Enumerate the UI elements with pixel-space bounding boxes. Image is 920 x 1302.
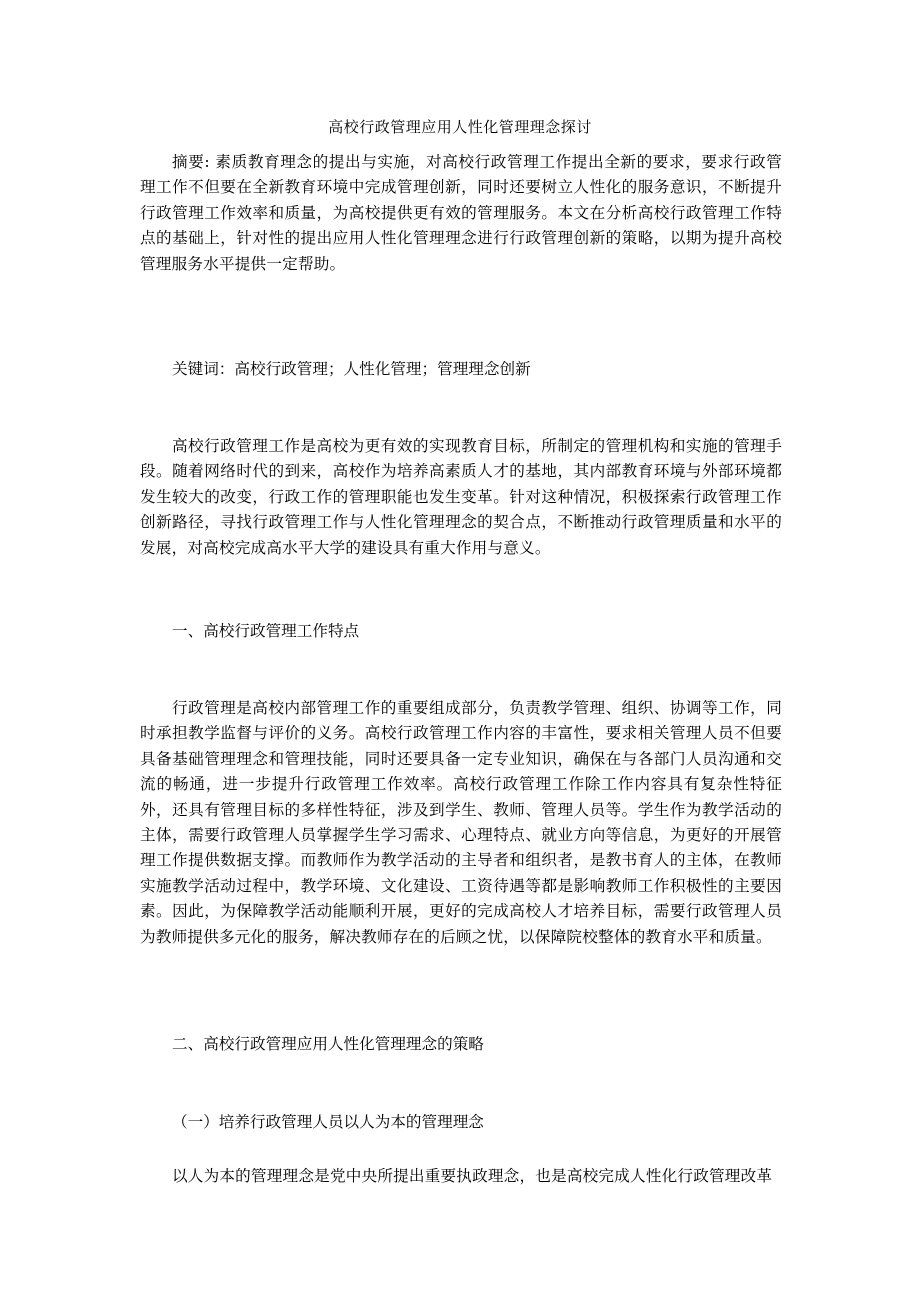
intro-paragraph: 高校行政管理工作是高校为更有效的实现教育目标，所制定的管理机构和实施的管理手段。随着网络时代的到来，高校作为培养高素质人才的基地，其内部教育环境与外部环境都发生较大的改变，行政工作的管理职能也发生变革。针对这种情况，积极探索行政管理工作创新路径，寻找行政管理工作与人性化管理理念的契合点，不断推动行政管理质量和水平的发展，对高校完成高水平大学的建设具有重大作用与意义。 [140, 437, 782, 557]
keywords-line: 关键词：高校行政管理；人性化管理；管理理念创新 [172, 360, 531, 378]
section-1-heading: 一、高校行政管理工作特点 [172, 622, 360, 640]
section-2-heading: 二、高校行政管理应用人性化管理理念的策略 [172, 1035, 484, 1053]
subsection-1-heading: （一）培养行政管理人员以人为本的管理理念 [172, 1113, 484, 1131]
section-1-paragraph: 行政管理是高校内部管理工作的重要组成部分，负责教学管理、组织、协调等工作，同时承担教学监督与评价的义务。高校行政管理工作内容的丰富性，要求相关管理人员不但要具备基础管理理念和管理技能，同时还要具备一定专业知识，确保在与各部门人员沟通和交流的畅通，进一步提升行政管理工作效率。高校行政管理工作除工作内容具有复杂性特征外，还具有管理目标的多样性特征，涉及到学生、教师、管理人员等。学生作为教学活动的主体，需要行政管理人员掌握学生学习需求、心理特点、就业方向等信息，为更好的开展管理工作提供数据支撑。而教师作为教学活动的主导者和组织者，是教书育人的主体，在教师实施教学活动过程中，教学环境、文化建设、工资待遇等都是影响教师工作积极性的主要因素。因此，为保障教学活动能顺利开展，更好的完成高校人才培养目标，需要行政管理人员为教师提供多元化的服务，解决教师存在的后顾之忧，以保障院校整体的教育水平和质量。 [140, 699, 782, 946]
abstract-paragraph: 摘要: 素质教育理念的提出与实施，对高校行政管理工作提出全新的要求，要求行政管理工作不但要在全新教育环境中完成管理创新，同时还要树立人性化的服务意识，不断提升行政管理工作效率和质量，为高校提供更有效的管理服务。本文在分析高校行政管理工作特点的基础上，针对性的提出应用人性化管理理念进行行政管理创新的策略，以期为提升高校管理服务水平提供一定帮助。 [140, 153, 782, 273]
subsection-1-paragraph: 以人为本的管理理念是党中央所提出重要执政理念，也是高校完成人性化行政管理改革 [172, 1167, 773, 1185]
document-title: 高校行政管理应用人性化管理理念探讨 [328, 118, 592, 136]
